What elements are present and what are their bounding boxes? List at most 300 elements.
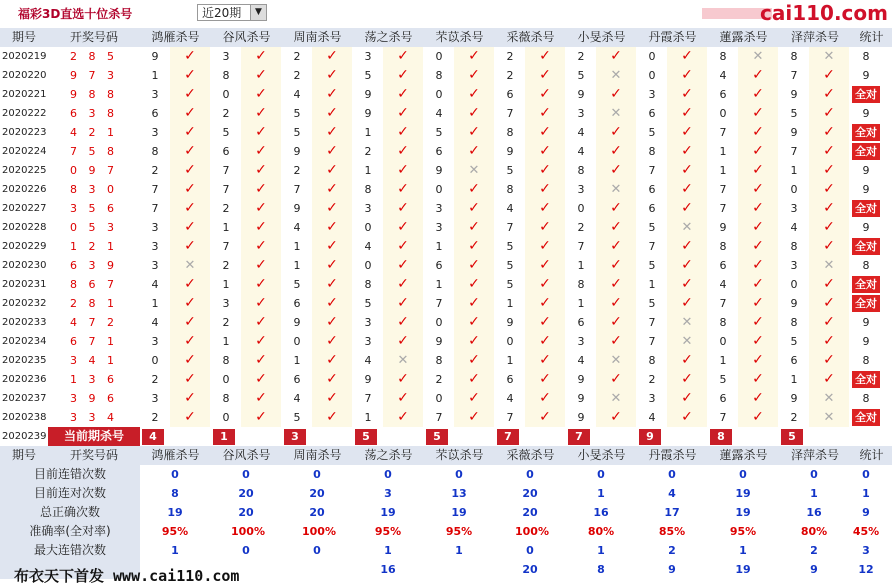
- check-icon: ✓: [241, 256, 281, 275]
- check-icon: ✓: [667, 47, 707, 66]
- check-icon: ✓: [383, 275, 423, 294]
- draw-numbers: 3 4 1: [70, 354, 118, 367]
- check-icon: ✓: [809, 180, 849, 199]
- period-number: 2020221: [2, 89, 47, 100]
- period-number: 2020225: [2, 165, 47, 176]
- kill-number: 8: [435, 354, 443, 367]
- period-number: 2020235: [2, 355, 47, 366]
- kill-number: 3: [364, 335, 372, 348]
- summary-label: 目前连错次数: [0, 465, 140, 484]
- draw-numbers: 8 3 0: [70, 183, 118, 196]
- check-icon: ✓: [241, 332, 281, 351]
- kill-number: 5: [577, 69, 585, 82]
- check-icon: ✓: [667, 66, 707, 85]
- check-icon: ✓: [383, 123, 423, 142]
- period-number: 2020230: [2, 260, 47, 271]
- summary-label: 准确率(全对率): [0, 522, 140, 541]
- stat-cell: 9: [862, 107, 870, 120]
- kill-number: 7: [790, 69, 798, 82]
- kill-number: 5: [293, 278, 301, 291]
- period-number: 2020223: [2, 127, 47, 138]
- summary-value: 16: [806, 506, 822, 519]
- table-row: [0, 180, 892, 199]
- summary-value: 95%: [161, 525, 189, 538]
- period-number: 2020224: [2, 146, 47, 157]
- kill-number: 1: [364, 126, 372, 139]
- check-icon: ✓: [667, 142, 707, 161]
- draw-numbers: 9 8 8: [70, 88, 118, 101]
- summary-value: 1: [597, 487, 605, 500]
- summary-label: 最大连错次数: [0, 541, 140, 560]
- column-header: 鸿雁杀号: [151, 30, 200, 44]
- check-icon: ✓: [454, 408, 494, 427]
- kill-number: 2: [364, 145, 372, 158]
- kill-number: 6: [435, 145, 443, 158]
- kill-number: 5: [790, 107, 798, 120]
- kill-number: 4: [364, 354, 372, 367]
- kill-number: 3: [151, 88, 159, 101]
- check-icon: ✓: [241, 142, 281, 161]
- check-icon: ✓: [667, 275, 707, 294]
- summary-label: 总正确次数: [0, 503, 140, 522]
- check-icon: ✓: [667, 180, 707, 199]
- kill-number: 0: [577, 202, 585, 215]
- kill-number: 4: [577, 126, 585, 139]
- summary-value: 16: [593, 506, 609, 519]
- column-header: 丹霞杀号: [648, 448, 697, 462]
- check-icon: ✓: [667, 237, 707, 256]
- check-icon: ✓: [596, 85, 636, 104]
- summary-value: 19: [451, 506, 467, 519]
- kill-number: 0: [790, 278, 798, 291]
- check-icon: ✓: [809, 161, 849, 180]
- column-header: 期号: [11, 448, 36, 462]
- kill-number: 4: [577, 145, 585, 158]
- check-icon: ✓: [312, 256, 352, 275]
- check-icon: ✓: [454, 313, 494, 332]
- kill-number: 9: [151, 50, 159, 63]
- check-icon: ✓: [170, 294, 210, 313]
- kill-number: 0: [648, 50, 656, 63]
- check-icon: ✓: [241, 218, 281, 237]
- kill-number: 7: [648, 240, 656, 253]
- period-number: 2020232: [2, 298, 47, 309]
- kill-number: 6: [719, 392, 727, 405]
- check-icon: ✓: [312, 237, 352, 256]
- kill-number: 1: [293, 354, 301, 367]
- summary-value: 9: [810, 563, 818, 576]
- cross-icon: ✕: [383, 351, 423, 370]
- period-number: 2020220: [2, 70, 47, 81]
- kill-number: 7: [648, 316, 656, 329]
- check-icon: ✓: [170, 199, 210, 218]
- kill-number: 3: [222, 297, 230, 310]
- kill-number: 3: [222, 50, 230, 63]
- summary-value: 1: [455, 544, 463, 557]
- kill-number: 9: [790, 392, 798, 405]
- kill-number: 7: [719, 411, 727, 424]
- check-icon: ✓: [383, 104, 423, 123]
- kill-number: 4: [293, 221, 301, 234]
- check-icon: ✓: [383, 180, 423, 199]
- table-row: [0, 389, 892, 408]
- check-icon: ✓: [312, 199, 352, 218]
- kill-number: 4: [435, 107, 443, 120]
- kill-number: 0: [435, 316, 443, 329]
- check-icon: ✓: [525, 142, 565, 161]
- check-icon: ✓: [454, 85, 494, 104]
- kill-number: 6: [151, 107, 159, 120]
- check-icon: ✓: [241, 237, 281, 256]
- draw-numbers: 1 2 1: [70, 240, 118, 253]
- period-number: 2020228: [2, 222, 47, 233]
- kill-number: 0: [364, 221, 372, 234]
- kill-number: 9: [577, 88, 585, 101]
- kill-number: 2: [222, 107, 230, 120]
- check-icon: ✓: [454, 66, 494, 85]
- kill-number: 1: [435, 240, 443, 253]
- summary-value: 80%: [800, 525, 828, 538]
- kill-number: 1: [364, 164, 372, 177]
- kill-number: 9: [790, 297, 798, 310]
- check-icon: ✓: [809, 218, 849, 237]
- kill-number: 3: [648, 392, 656, 405]
- kill-number: 6: [648, 202, 656, 215]
- period-select[interactable]: [197, 4, 267, 21]
- check-icon: ✓: [312, 313, 352, 332]
- kill-number: 5: [506, 278, 514, 291]
- check-icon: ✓: [170, 370, 210, 389]
- cross-icon: ✕: [596, 66, 636, 85]
- kill-number: 8: [790, 240, 798, 253]
- kill-number: 4: [719, 69, 727, 82]
- kill-number: 0: [506, 335, 514, 348]
- kill-number: 1: [790, 164, 798, 177]
- kill-number: 7: [506, 411, 514, 424]
- summary-value: 95%: [729, 525, 757, 538]
- kill-number: 7: [151, 183, 159, 196]
- kill-number: 9: [506, 316, 514, 329]
- kill-number: 0: [719, 107, 727, 120]
- column-header: 统计: [859, 30, 884, 44]
- period-number: 2020226: [2, 184, 47, 195]
- check-icon: ✓: [809, 85, 849, 104]
- kill-number: 2: [293, 50, 301, 63]
- kill-number: 2: [151, 373, 159, 386]
- kill-number: 6: [648, 107, 656, 120]
- check-icon: ✓: [809, 199, 849, 218]
- check-icon: ✓: [809, 313, 849, 332]
- kill-number: 8: [364, 183, 372, 196]
- draw-numbers: 3 3 4: [70, 411, 118, 424]
- kill-number: 9: [293, 202, 301, 215]
- check-icon: ✓: [170, 85, 210, 104]
- check-icon: ✓: [312, 161, 352, 180]
- draw-numbers: 6 3 9: [70, 259, 118, 272]
- summary-value: 1: [739, 544, 747, 557]
- kill-number: 1: [506, 297, 514, 310]
- table-row: [0, 237, 892, 256]
- check-icon: ✓: [383, 47, 423, 66]
- period-number: 2020233: [2, 317, 47, 328]
- kill-number: 7: [222, 240, 230, 253]
- table-row: [0, 123, 892, 142]
- cross-icon: ✕: [170, 256, 210, 275]
- kill-number: 0: [435, 392, 443, 405]
- top-bar: [0, 0, 892, 26]
- kill-number: 0: [435, 183, 443, 196]
- check-icon: ✓: [809, 66, 849, 85]
- summary-row: [0, 522, 892, 541]
- kill-number: 5: [293, 411, 301, 424]
- kill-number: 5: [293, 126, 301, 139]
- check-icon: ✓: [596, 237, 636, 256]
- current-kill-number: 7: [568, 429, 590, 445]
- kill-number: 9: [790, 88, 798, 101]
- check-icon: ✓: [383, 218, 423, 237]
- kill-number: 1: [435, 278, 443, 291]
- check-icon: ✓: [667, 123, 707, 142]
- kill-number: 1: [577, 259, 585, 272]
- table-row: [0, 66, 892, 85]
- kill-number: 1: [293, 240, 301, 253]
- kill-number: 5: [364, 297, 372, 310]
- check-icon: ✓: [312, 294, 352, 313]
- kill-number: 2: [506, 69, 514, 82]
- check-icon: ✓: [241, 389, 281, 408]
- period-number: 2020238: [2, 412, 47, 423]
- kill-number: 4: [151, 316, 159, 329]
- footer-watermark: 布衣天下首发 www.cai110.com: [14, 567, 240, 585]
- check-icon: ✓: [596, 123, 636, 142]
- check-icon: ✓: [596, 199, 636, 218]
- column-header: 周南杀号: [293, 448, 342, 462]
- cross-icon: ✕: [809, 47, 849, 66]
- check-icon: ✓: [525, 237, 565, 256]
- period-number: 2020229: [2, 241, 47, 252]
- check-icon: ✓: [312, 142, 352, 161]
- stat-cell: 全对: [852, 124, 880, 141]
- draw-numbers: 6 7 1: [70, 335, 118, 348]
- kill-number: 8: [577, 278, 585, 291]
- check-icon: ✓: [383, 161, 423, 180]
- check-icon: ✓: [525, 218, 565, 237]
- column-header: 小旻杀号: [577, 448, 626, 462]
- kill-number: 6: [719, 259, 727, 272]
- kill-number: 1: [577, 297, 585, 310]
- summary-stat: 12: [858, 563, 874, 576]
- kill-number: 4: [151, 278, 159, 291]
- column-header: 谷风杀号: [222, 448, 271, 462]
- check-icon: ✓: [454, 351, 494, 370]
- kill-number: 7: [435, 297, 443, 310]
- kill-number: 2: [435, 373, 443, 386]
- check-icon: ✓: [596, 332, 636, 351]
- stat-cell: 9: [862, 335, 870, 348]
- check-icon: ✓: [596, 47, 636, 66]
- stat-cell: 全对: [852, 143, 880, 160]
- kill-number: 5: [506, 240, 514, 253]
- check-icon: ✓: [241, 408, 281, 427]
- check-icon: ✓: [241, 123, 281, 142]
- cross-icon: ✕: [667, 332, 707, 351]
- period-number: 2020237: [2, 393, 47, 404]
- check-icon: ✓: [596, 294, 636, 313]
- kill-number: 0: [222, 411, 230, 424]
- draw-numbers: 2 8 5: [70, 50, 118, 63]
- summary-value: 3: [384, 487, 392, 500]
- summary-value: 0: [810, 468, 818, 481]
- summary-value: 0: [313, 544, 321, 557]
- check-icon: ✓: [667, 408, 707, 427]
- summary-value: 0: [313, 468, 321, 481]
- check-icon: ✓: [667, 85, 707, 104]
- kill-number: 1: [293, 259, 301, 272]
- check-icon: ✓: [170, 180, 210, 199]
- check-icon: ✓: [312, 85, 352, 104]
- check-icon: ✓: [738, 123, 778, 142]
- column-header: 荡之杀号: [364, 448, 413, 462]
- kill-number: 0: [222, 373, 230, 386]
- check-icon: ✓: [525, 256, 565, 275]
- stat-cell: 9: [862, 69, 870, 82]
- cross-icon: ✕: [667, 313, 707, 332]
- cross-icon: ✕: [596, 180, 636, 199]
- kill-number: 8: [222, 69, 230, 82]
- check-icon: ✓: [454, 123, 494, 142]
- check-icon: ✓: [383, 370, 423, 389]
- cross-icon: ✕: [596, 104, 636, 123]
- kill-number: 3: [151, 126, 159, 139]
- check-icon: ✓: [312, 47, 352, 66]
- kill-number: 1: [151, 69, 159, 82]
- stat-cell: 8: [862, 50, 870, 63]
- kill-number: 4: [506, 202, 514, 215]
- kill-number: 8: [506, 126, 514, 139]
- column-header: 期号: [11, 30, 36, 44]
- kill-number: 8: [222, 392, 230, 405]
- draw-numbers: 0 5 3: [70, 221, 118, 234]
- kill-number: 4: [506, 392, 514, 405]
- kill-number: 6: [648, 183, 656, 196]
- check-icon: ✓: [312, 370, 352, 389]
- check-icon: ✓: [809, 351, 849, 370]
- column-header: 开奖号码: [69, 30, 118, 44]
- kill-number: 3: [151, 259, 159, 272]
- kill-number: 1: [719, 145, 727, 158]
- kill-number: 0: [790, 183, 798, 196]
- check-icon: ✓: [667, 161, 707, 180]
- draw-numbers: 3 9 6: [70, 392, 118, 405]
- draw-numbers: 2 8 1: [70, 297, 118, 310]
- check-icon: ✓: [525, 66, 565, 85]
- kill-number: 3: [151, 392, 159, 405]
- kill-number: 2: [506, 50, 514, 63]
- cross-icon: ✕: [738, 47, 778, 66]
- check-icon: ✓: [383, 389, 423, 408]
- check-icon: ✓: [312, 389, 352, 408]
- kill-number: 5: [648, 126, 656, 139]
- stat-cell: 9: [862, 183, 870, 196]
- kill-number: 8: [719, 240, 727, 253]
- kill-number: 8: [648, 145, 656, 158]
- summary-value: 9: [668, 563, 676, 576]
- check-icon: ✓: [454, 370, 494, 389]
- check-icon: ✓: [454, 180, 494, 199]
- kill-number: 6: [293, 297, 301, 310]
- check-icon: ✓: [738, 332, 778, 351]
- kill-number: 4: [364, 240, 372, 253]
- check-icon: ✓: [241, 370, 281, 389]
- kill-number: 5: [648, 221, 656, 234]
- chevron-down-icon[interactable]: ▼: [250, 5, 266, 20]
- summary-value: 0: [668, 468, 676, 481]
- summary-value: 0: [739, 468, 747, 481]
- check-icon: ✓: [454, 256, 494, 275]
- kill-number: 6: [293, 373, 301, 386]
- check-icon: ✓: [241, 199, 281, 218]
- kill-number: 6: [222, 145, 230, 158]
- draw-numbers: 3 5 6: [70, 202, 118, 215]
- kill-number: 5: [293, 107, 301, 120]
- check-icon: ✓: [170, 408, 210, 427]
- summary-value: 0: [455, 468, 463, 481]
- kill-number: 9: [790, 126, 798, 139]
- summary-label: 目前连对次数: [0, 484, 140, 503]
- summary-value: 19: [735, 487, 751, 500]
- kill-number: 7: [719, 297, 727, 310]
- kill-number: 4: [577, 354, 585, 367]
- check-icon: ✓: [383, 237, 423, 256]
- column-header: 泽萍杀号: [790, 30, 839, 44]
- stat-cell: 9: [862, 221, 870, 234]
- check-icon: ✓: [312, 408, 352, 427]
- check-icon: ✓: [312, 351, 352, 370]
- check-icon: ✓: [454, 199, 494, 218]
- check-icon: ✓: [596, 161, 636, 180]
- check-icon: ✓: [738, 85, 778, 104]
- summary-value: [302, 560, 332, 579]
- stat-cell: 8: [862, 259, 870, 272]
- current-kill-number: 9: [639, 429, 661, 445]
- kill-number: 9: [577, 411, 585, 424]
- summary-value: 2: [668, 544, 676, 557]
- check-icon: ✓: [809, 332, 849, 351]
- kill-number: 8: [435, 69, 443, 82]
- column-header: 荡之杀号: [364, 30, 413, 44]
- summary-value: 1: [810, 487, 818, 500]
- check-icon: ✓: [454, 142, 494, 161]
- stat-cell: 全对: [852, 295, 880, 312]
- draw-numbers: 0 9 7: [70, 164, 118, 177]
- kill-number: 0: [151, 354, 159, 367]
- kill-number: 5: [364, 69, 372, 82]
- current-kill-number: 1: [213, 429, 235, 445]
- check-icon: ✓: [525, 370, 565, 389]
- summary-value: 0: [171, 468, 179, 481]
- kill-number: 7: [719, 126, 727, 139]
- kill-number: 9: [364, 107, 372, 120]
- check-icon: ✓: [596, 275, 636, 294]
- page-title: 福彩3D直选十位杀号: [18, 7, 133, 21]
- period-number: 2020239: [2, 431, 47, 442]
- check-icon: ✓: [525, 408, 565, 427]
- current-kill-number: 5: [426, 429, 448, 445]
- check-icon: ✓: [596, 313, 636, 332]
- period-number: 2020231: [2, 279, 47, 290]
- check-icon: ✓: [454, 104, 494, 123]
- kill-number: 5: [435, 126, 443, 139]
